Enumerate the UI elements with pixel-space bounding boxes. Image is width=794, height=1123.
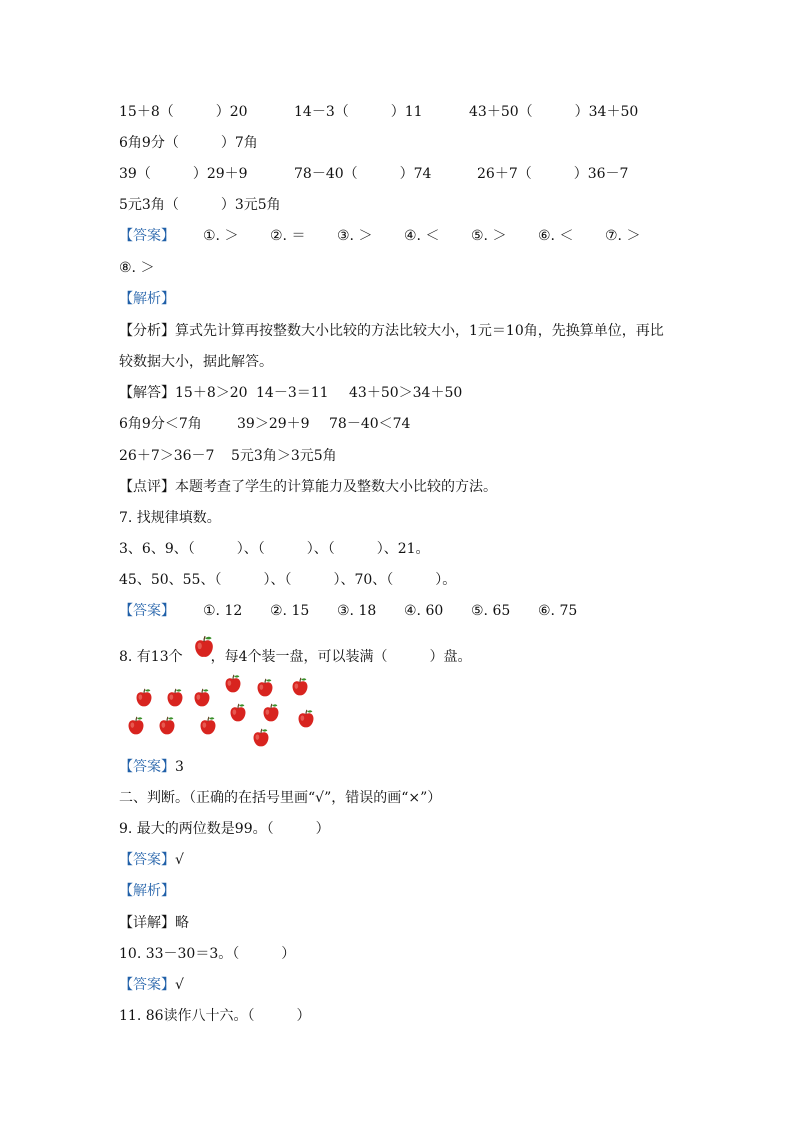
q8-answer-line <box>119 757 184 777</box>
section-title: 二、判断。（正确的在括号里画“√”，错误的画“×”） <box>119 790 442 806</box>
jieda-item: 6角9分＜7角 <box>119 416 202 432</box>
jieda-line2 <box>119 414 410 434</box>
q6-answer-line <box>119 226 640 246</box>
jieda-item: 5元3角＞3元5角 <box>231 448 337 464</box>
apple-icon <box>289 676 311 698</box>
q10-answer-line <box>119 975 184 995</box>
jieda-line1 <box>119 383 462 403</box>
answer-item: ⑤. ＞ <box>471 228 507 244</box>
apple-icon <box>125 715 147 737</box>
answer-value: √ <box>175 977 184 993</box>
jieda-item: 43＋50＞34＋50 <box>349 385 463 401</box>
q6-row1 <box>119 102 638 122</box>
apple-icon <box>295 708 317 730</box>
jieda-line3 <box>119 446 337 466</box>
fenxi-line2: 较数据大小，据此解答。 <box>119 354 273 370</box>
answer-item: ⑦. ＞ <box>605 228 641 244</box>
apple-icon <box>191 634 217 660</box>
jieda-item: 【解答】15＋8＞20 <box>119 385 248 401</box>
q6-answer-last: ⑧. ＞ <box>119 260 155 276</box>
q8-text-after: ，每4个装一盘，可以装满（ ）盘。 <box>210 649 472 665</box>
apple-icon <box>197 715 219 737</box>
apple-icon <box>156 715 178 737</box>
answer-tag: 【答案】 <box>119 759 175 775</box>
answer-item: ②. ＝ <box>270 228 306 244</box>
q6-row4: 5元3角（ ）3元5角 <box>119 197 281 213</box>
answer-value: √ <box>175 852 184 868</box>
q6-item: 78－40（ ）74 <box>294 166 432 182</box>
answer-tag: 【答案】 <box>119 228 175 244</box>
apple-icon <box>250 727 272 749</box>
answer-tag: 【答案】 <box>119 852 175 868</box>
q8-text-before: 8. 有13个 <box>119 649 183 665</box>
jiexi-heading: 【解析】 <box>119 291 175 307</box>
apple-icon <box>164 687 186 709</box>
q7-answer-line <box>119 601 577 621</box>
q6-item: 39（ ）29＋9 <box>119 166 248 182</box>
q9-question: 9. 最大的两位数是99。（ ） <box>119 821 330 837</box>
jieda-item: 26＋7＞36－7 <box>119 448 215 464</box>
apple-icon <box>254 677 276 699</box>
answer-item: ⑥. 75 <box>538 603 578 619</box>
jieda-item: 78－40＜74 <box>329 416 411 432</box>
answer-item: ③. 18 <box>337 603 377 619</box>
q6-row3 <box>119 164 628 184</box>
answer-item: ②. 15 <box>270 603 310 619</box>
answer-item: ⑥. ＜ <box>538 228 574 244</box>
apple-icon <box>227 702 249 724</box>
q6-item: 14－3（ ）11 <box>294 104 423 120</box>
apple-icon <box>191 687 213 709</box>
answer-item: ④. ＜ <box>404 228 440 244</box>
q7-line1: 3、6、9、（ ）、（ ）、（ ）、21。 <box>119 541 430 557</box>
q7-line2: 45、50、55、（ ）、（ ）、70、（ ）。 <box>119 572 457 588</box>
q7-title: 7. 找规律填数。 <box>119 510 221 526</box>
q8-question <box>119 647 472 667</box>
dianping-line: 【点评】本题考查了学生的计算能力及整数大小比较的方法。 <box>119 479 497 495</box>
q10-question: 10. 33－30＝3。（ ） <box>119 946 296 962</box>
answer-item: ④. 60 <box>404 603 444 619</box>
apple-icon <box>222 673 244 695</box>
jieda-item: 39＞29＋9 <box>237 416 310 432</box>
q9-answer-line <box>119 850 184 870</box>
answer-item: ③. ＞ <box>337 228 373 244</box>
q6-item: 26＋7（ ）36－7 <box>477 166 629 182</box>
q6-item: 43＋50（ ）34＋50 <box>469 104 639 120</box>
jiexi-heading: 【解析】 <box>119 883 175 899</box>
apple-icon <box>260 702 282 724</box>
answer-item: ①. 12 <box>203 603 243 619</box>
answer-item: ①. ＞ <box>203 228 239 244</box>
q6-item: 15＋8（ ）20 <box>119 104 248 120</box>
jieda-item: 14－3＝11 <box>256 385 329 401</box>
answer-value: 3 <box>175 759 184 775</box>
q11-question: 11. 86读作八十六。（ ） <box>119 1008 311 1024</box>
answer-item: ⑤. 65 <box>471 603 511 619</box>
q6-row2: 6角9分（ ）7角 <box>119 135 258 151</box>
fenxi-line1: 【分析】算式先计算再按整数大小比较的方法比较大小，1元＝10角，先换算单位，再比 <box>119 323 664 339</box>
xiangjie-line: 【详解】略 <box>119 915 189 931</box>
answer-tag: 【答案】 <box>119 977 175 993</box>
answer-tag: 【答案】 <box>119 603 175 619</box>
apple-icon <box>133 687 155 709</box>
